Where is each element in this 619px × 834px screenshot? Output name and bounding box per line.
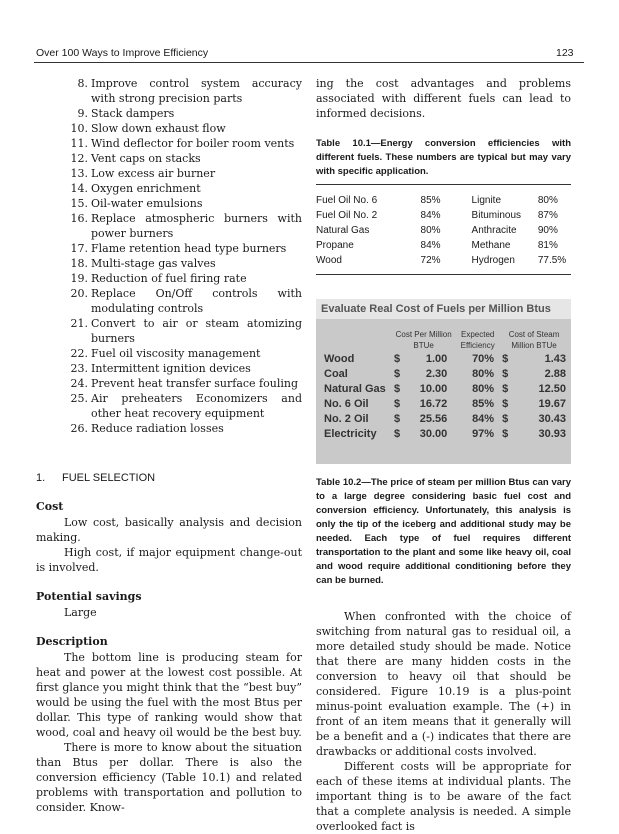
table-cell: Hydrogen <box>471 255 515 266</box>
table-row <box>316 193 571 208</box>
list-item-text: Multi-stage gas valves <box>91 257 216 270</box>
list-item-number: 23. <box>70 362 88 375</box>
currency-symbol: $ <box>502 398 509 410</box>
running-title: Over 100 Ways to Improve Efficiency <box>36 47 209 59</box>
list-item <box>36 256 302 271</box>
description-paragraph-1: The bottom line is producing steam for heat and power at the lowest cost possible. At first glance you might think that the “best buy” would be using the fuel with the most Btus per dollar. This type of ranking would show that wood, coal and heavy oil would be the best buy. <box>36 651 302 739</box>
currency-symbol: $ <box>394 398 401 410</box>
steam-cost: 12.50 <box>538 383 566 395</box>
table-cell: Fuel Oil No. 6 <box>316 195 378 206</box>
list-item <box>36 241 302 256</box>
cost-paragraph-2: High cost, if major equipment change-out is involved. <box>36 546 302 574</box>
list-item-text: Reduce radiation losses <box>91 422 224 435</box>
col-header-efficiency: Expected Efficiency <box>460 330 495 350</box>
list-item-text: Reduction of fuel firing rate <box>91 272 247 285</box>
table-cell: 77.5% <box>537 255 567 266</box>
list-item-text: Improve control system accuracy with strong precision parts <box>91 77 302 105</box>
fuel-name: No. 6 Oil <box>324 398 369 410</box>
table-cell: Anthracite <box>471 225 517 236</box>
list-item-text: Air preheaters Economizers and other heat recovery equipment <box>91 392 302 420</box>
list-item <box>36 286 302 316</box>
currency-symbol: $ <box>394 413 401 425</box>
table-cell: 90% <box>537 225 558 236</box>
table-cell: Lignite <box>471 195 502 206</box>
fuel-efficiency: 84% <box>472 413 495 425</box>
improvement-list <box>36 76 302 436</box>
list-item-number: 13. <box>70 167 88 180</box>
list-item-text: Oil-water emulsions <box>91 197 203 210</box>
section-title: FUEL SELECTION <box>62 472 156 484</box>
list-item-number: 16. <box>70 212 88 225</box>
table-cell: 81% <box>537 240 558 251</box>
list-item-number: 11. <box>70 137 88 150</box>
list-item-text: Replace On/Off controls with modulating controls <box>91 287 302 315</box>
chart-title: Evaluate Real Cost of Fuels per Million Btus <box>316 299 571 319</box>
list-item-text: Convert to air or steam atomizing burners <box>91 317 302 345</box>
fuel-cost: 10.00 <box>419 383 448 395</box>
list-item-number: 10. <box>70 122 88 135</box>
currency-symbol: $ <box>502 413 509 425</box>
description-heading: Description <box>36 635 108 648</box>
fuel-efficiency: 80% <box>472 383 495 395</box>
right-body-paragraph-2: Different costs will be appropriate for each of these items at individual plants. The important thing is to be aware of the fact that a complete analysis is needed. A simple overlooked fact is <box>316 760 571 833</box>
currency-symbol: $ <box>394 368 401 380</box>
list-item-number: 26. <box>70 422 88 435</box>
fuel-cost: 2.30 <box>425 368 448 380</box>
list-item-number: 21. <box>70 317 88 330</box>
col-header-steam-cost: Cost of Steam Million BTUe <box>508 330 560 350</box>
list-item <box>36 181 302 196</box>
table-row <box>316 208 571 223</box>
currency-symbol: $ <box>502 383 509 395</box>
fuel-row <box>324 382 566 397</box>
list-item-text: Intermittent ignition devices <box>91 362 251 375</box>
table-10-2-caption: Table 10.2—The price of steam per million Btus can vary to a large degree considering basic fuel cost and conversion efficiency. Unfortunately, this analysis is only the tip of the iceberg and additional study may be needed. Each type of fuel requires different transportation to the plant and some like heavy oil, coal and wood require additional conditioning before they can be burned. <box>316 477 571 586</box>
right-intro-paragraph: ing the cost advantages and problems associated with different fuels can lead to informed decisions. <box>316 77 571 120</box>
list-item <box>36 271 302 286</box>
list-item-number: 19. <box>70 272 88 285</box>
list-item-number: 14. <box>70 182 88 195</box>
list-item <box>36 136 302 151</box>
currency-symbol: $ <box>394 428 401 440</box>
fuel-cost: 25.56 <box>419 413 448 425</box>
right-column <box>316 76 571 834</box>
fuel-row <box>324 397 566 412</box>
cost-heading: Cost <box>36 500 64 513</box>
fuel-name: Coal <box>324 368 348 380</box>
fuel-name: Electricity <box>324 428 377 440</box>
left-column <box>36 76 302 815</box>
table-10-2-chart <box>316 299 571 464</box>
table-cell: 84% <box>420 240 441 251</box>
fuel-efficiency: 85% <box>472 398 495 410</box>
currency-symbol: $ <box>502 353 509 365</box>
fuel-cost: 1.00 <box>425 353 448 365</box>
list-item-number: 15. <box>70 197 88 210</box>
list-item <box>36 391 302 421</box>
table-row <box>316 223 571 238</box>
list-item-number: 25. <box>70 392 88 405</box>
table-cell: 85% <box>420 195 441 206</box>
table-cell: Bituminous <box>471 210 522 221</box>
table-cell: Wood <box>316 255 342 266</box>
currency-symbol: $ <box>394 353 401 365</box>
fuel-name: No. 2 Oil <box>324 413 369 425</box>
list-item-text: Low excess air burner <box>91 167 216 180</box>
list-item-text: Flame retention head type burners <box>91 242 287 255</box>
table-row <box>316 238 571 253</box>
currency-symbol: $ <box>502 428 509 440</box>
list-item-number: 12. <box>70 152 88 165</box>
section-heading <box>36 471 302 486</box>
list-item <box>36 166 302 181</box>
list-item-text: Prevent heat transfer surface fouling <box>91 377 298 390</box>
list-item <box>36 121 302 136</box>
list-item <box>36 196 302 211</box>
steam-cost: 30.43 <box>538 413 566 425</box>
steam-cost: 2.88 <box>544 368 566 380</box>
list-item-text: Fuel oil viscosity management <box>91 347 261 360</box>
page-number: 123 <box>556 47 574 59</box>
list-item <box>36 106 302 121</box>
fuel-row <box>324 352 566 367</box>
table-10-1 <box>316 184 571 275</box>
table-cell: Natural Gas <box>316 225 370 236</box>
list-item-text: Stack dampers <box>91 107 175 120</box>
currency-symbol: $ <box>394 383 401 395</box>
list-item <box>36 316 302 346</box>
list-item-number: 22. <box>70 347 88 360</box>
list-item-number: 20. <box>70 287 88 300</box>
currency-symbol: $ <box>502 368 509 380</box>
table-cell: Methane <box>471 240 511 251</box>
fuel-efficiency: 80% <box>472 368 495 380</box>
fuel-efficiency: 97% <box>472 428 495 440</box>
col-header-cost: Cost Per Million BTUe <box>395 330 452 350</box>
table-cell: 87% <box>537 210 558 221</box>
list-item <box>36 421 302 436</box>
list-item <box>36 76 302 106</box>
right-body-paragraph-1: When confronted with the choice of switching from natural gas to residual oil, a more detailed study should be made. Notice that there are many hidden costs in the conversion to heavy oil that should be considered. Figure 10.19 is a plus-point minus-point evaluation example. The (+) in front of an item means that it generally will be a benefit and a (-) indicates that there are drawbacks or additional costs involved. <box>316 610 571 758</box>
list-item-text: Slow down exhaust flow <box>91 122 226 135</box>
header-rule <box>34 62 584 63</box>
table-cell: 72% <box>420 255 441 266</box>
fuel-row <box>324 367 566 382</box>
list-item <box>36 361 302 376</box>
list-item <box>36 151 302 166</box>
list-item-number: 24. <box>70 377 88 390</box>
table-cell: Propane <box>316 240 354 251</box>
list-item-number: 8. <box>77 77 88 90</box>
table-cell: 80% <box>420 225 441 236</box>
fuel-cost: 16.72 <box>419 398 448 410</box>
fuel-name: Wood <box>324 353 355 365</box>
description-paragraph-2: There is more to know about the situation than Btus per dollar. There is also the conversion efficiency (Table 10.1) and related problems with transportation and pollution to consider. Know- <box>36 741 302 814</box>
savings-value: Large <box>64 606 97 619</box>
list-item <box>36 211 302 241</box>
table-cell: 80% <box>537 195 558 206</box>
steam-cost: 30.93 <box>538 428 566 440</box>
list-item-number: 9. <box>77 107 88 120</box>
list-item-text: Vent caps on stacks <box>91 152 201 165</box>
fuel-row <box>324 412 566 427</box>
list-item <box>36 376 302 391</box>
steam-cost: 19.67 <box>538 398 566 410</box>
section-number: 1. <box>36 472 46 484</box>
table-cell: 84% <box>420 210 441 221</box>
table-row <box>316 253 571 268</box>
fuel-row <box>324 427 566 442</box>
list-item-number: 17. <box>70 242 88 255</box>
fuel-cost: 30.00 <box>419 428 448 440</box>
list-item-text: Wind deflector for boiler room vents <box>91 137 295 150</box>
list-item <box>36 346 302 361</box>
table-cell: Fuel Oil No. 2 <box>316 210 378 221</box>
fuel-efficiency: 70% <box>472 353 495 365</box>
fuel-name: Natural Gas <box>324 383 386 395</box>
list-item-number: 18. <box>70 257 88 270</box>
list-item-text: Replace atmospheric burners with power burners <box>91 212 302 240</box>
cost-paragraph-1: Low cost, basically analysis and decision making. <box>36 516 302 544</box>
table-10-1-caption: Table 10.1—Energy conversion efficiencies with different fuels. These numbers are typical but may vary with specific application. <box>316 138 571 177</box>
list-item-text: Oxygen enrichment <box>91 182 201 195</box>
steam-cost: 1.43 <box>544 353 566 365</box>
savings-heading: Potential savings <box>36 590 142 603</box>
